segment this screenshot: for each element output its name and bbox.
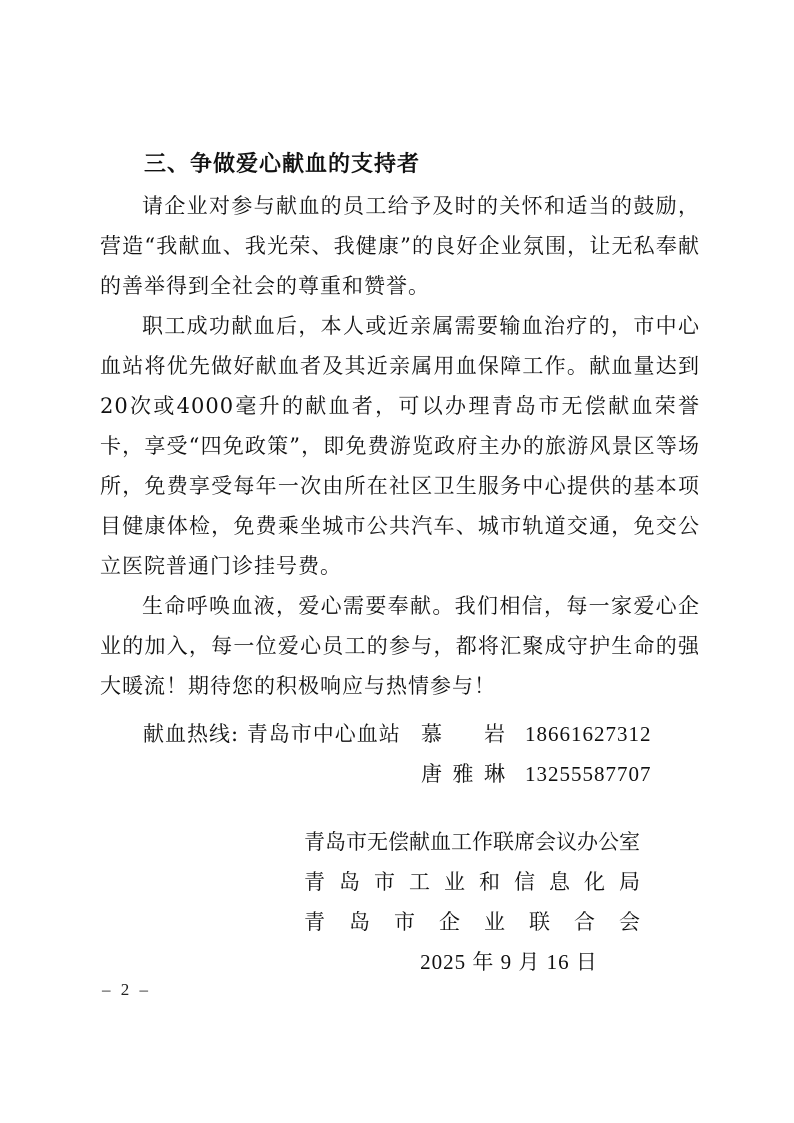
contact-phone-2: 13255587707 xyxy=(525,762,652,786)
signature-date: 2025 年 9 月 16 日 xyxy=(420,950,598,974)
section-heading: 三、争做爱心献血的支持者 xyxy=(144,152,421,177)
hotline-block xyxy=(100,714,700,794)
hotline-row-2 xyxy=(143,754,700,794)
hotline-row-1 xyxy=(143,714,700,754)
hotline-label: 献血热线: 青岛市中心血站 xyxy=(143,722,401,746)
paragraph-encourage-employees: 请企业对参与献血的员工给予及时的关怀和适当的鼓励，营造“我献血、我光荣、我健康”的良好企业氛围，让无私奉献的善举得到全社会的尊重和赞誉。 xyxy=(100,194,700,298)
signature-org-enterprise-confederation: 青 岛 市 企 业 联 合 会 xyxy=(304,910,640,934)
contact-name-1: 慕 岩 xyxy=(421,722,505,746)
contact-phone-1: 18661627312 xyxy=(525,722,652,746)
paragraph-call-to-action: 生命呼唤血液，爱心需要奉献。我们相信，每一家爱心企业的加入，每一位爱心员工的参与，都将汇聚成守护生命的强大暖流！期待您的积极响应与热情参与！ xyxy=(100,594,700,698)
paragraph-donor-benefits: 职工成功献血后，本人或近亲属需要输血治疗的，市中心血站将优先做好献血者及其近亲属用血保障工作。献血量达到20次或4000毫升的献血者，可以办理青岛市无偿献血荣誉卡，享受“四免政策”，即免费游览政府主办的旅游风景区等场所，免费享受每年一次由所在社区卫生服务中心提供的基本项目健康体检，免费乘坐城市公共汽车、城市轨道交通，免交公立医院普通门诊挂号费。 xyxy=(100,314,700,578)
page-number: – 2 – xyxy=(102,980,151,999)
contact-name-2: 唐 雅 琳 xyxy=(421,762,505,786)
signature-org-industry-it-bureau: 青 岛 市 工 业 和 信 息 化 局 xyxy=(304,870,640,894)
signature-org-joint-office: 青 岛 市 无 偿 献 血 工 作 联 席 会 议 办 公 室 xyxy=(304,830,640,854)
signature-block xyxy=(304,822,640,982)
